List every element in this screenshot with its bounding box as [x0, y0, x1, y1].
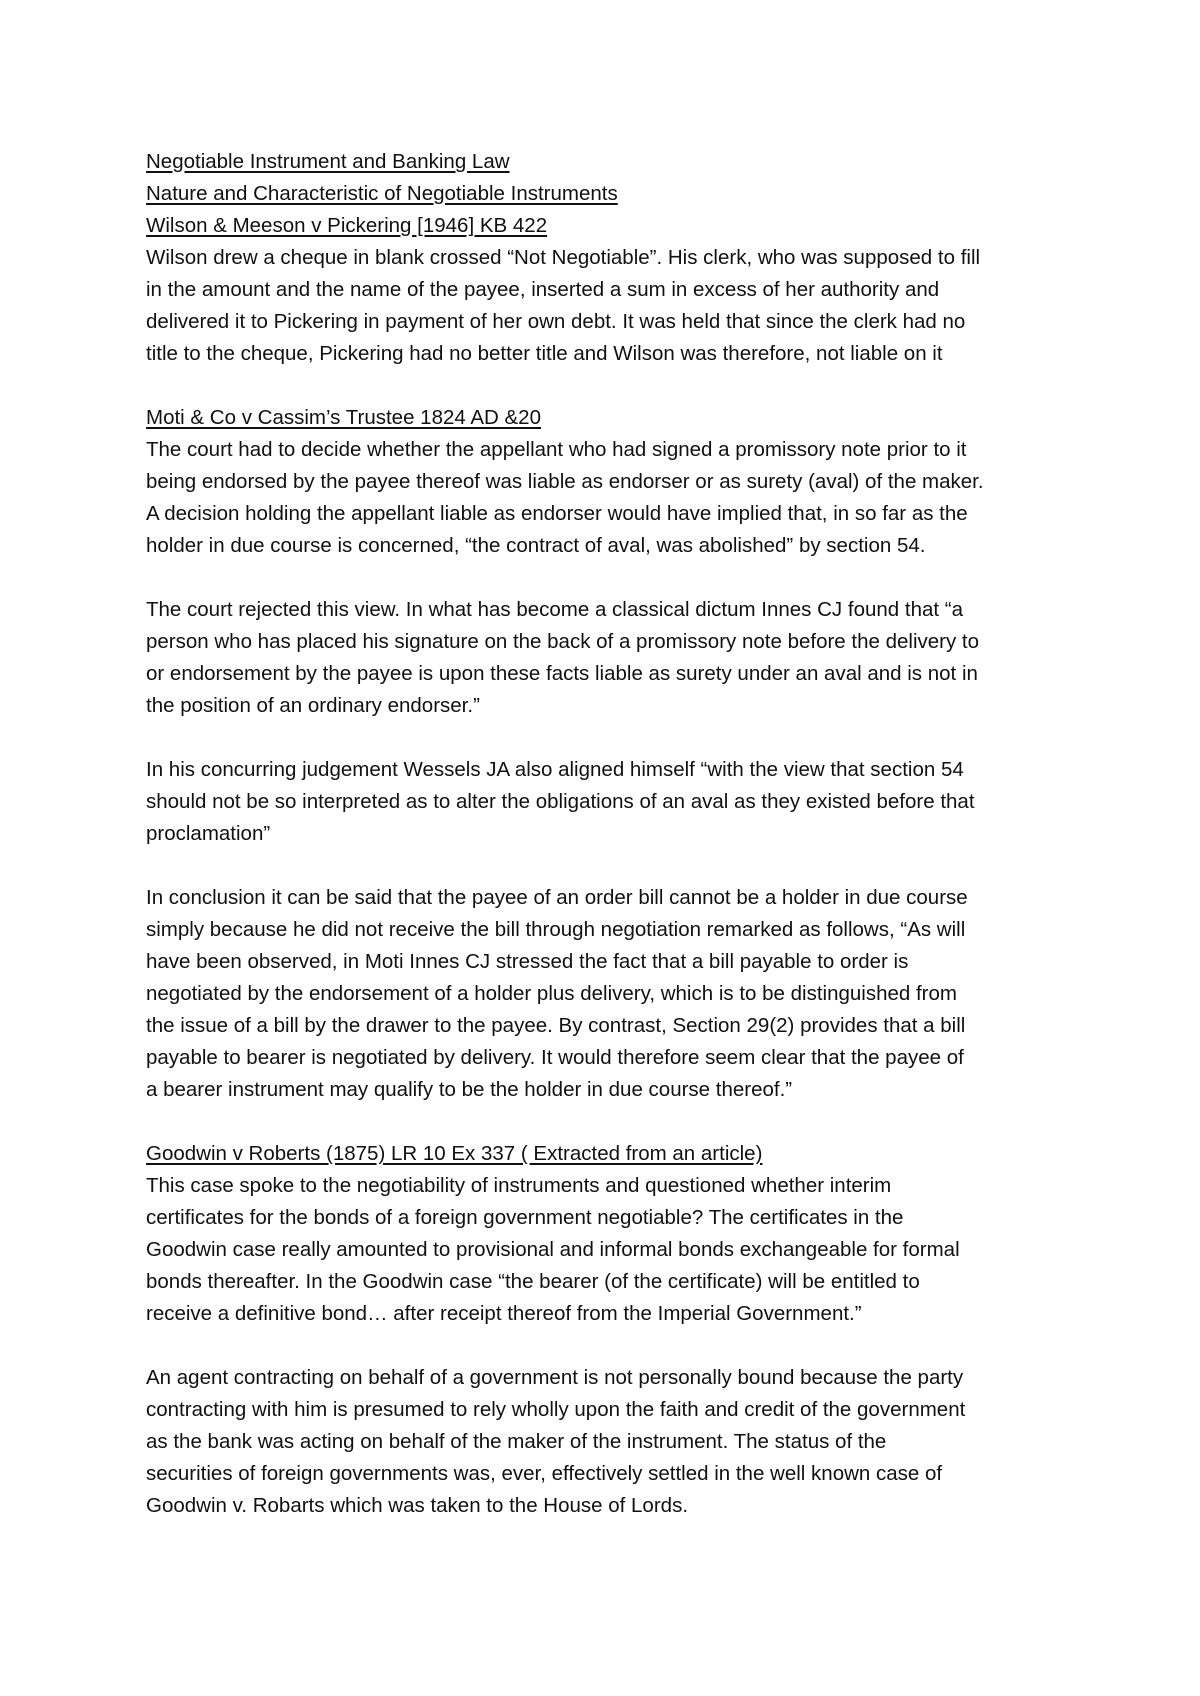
text-line: This case spoke to the negotiability of instruments and questioned whether interim	[146, 1174, 892, 1197]
document-title: Negotiable Instrument and Banking Law	[146, 150, 510, 173]
text-line: proclamation”	[146, 822, 271, 845]
text-line: Goodwin v. Robarts which was taken to the House of Lords.	[146, 1494, 689, 1517]
text-line: An agent contracting on behalf of a government is not personally bound because the party	[146, 1366, 964, 1389]
text-line: certificates for the bonds of a foreign government negotiable? The certificates in the	[146, 1206, 904, 1229]
text-line: Wilson drew a cheque in blank crossed “Not Negotiable”. His clerk, who was supposed to fill	[146, 246, 981, 269]
text-line: person who has placed his signature on the back of a promissory note before the delivery to	[146, 630, 980, 653]
case-heading-goodwin: Goodwin v Roberts (1875) LR 10 Ex 337 ( Extracted from an article)	[146, 1142, 763, 1165]
text-line: title to the cheque, Pickering had no better title and Wilson was therefore, not liable on it	[146, 342, 943, 365]
blank-line	[146, 722, 1086, 754]
text-line: The court had to decide whether the appellant who had signed a promissory note prior to it	[146, 438, 967, 461]
blank-line	[146, 370, 1086, 402]
text-line: the issue of a bill by the drawer to the payee. By contrast, Section 29(2) provides that a bill	[146, 1014, 966, 1037]
text-line: securities of foreign governments was, ever, effectively settled in the well known case of	[146, 1462, 943, 1485]
text-line: payable to bearer is negotiated by delivery. It would therefore seem clear that the payee of	[146, 1046, 964, 1069]
text-line: Goodwin case really amounted to provisional and informal bonds exchangeable for formal	[146, 1238, 960, 1261]
text-line: the position of an ordinary endorser.”	[146, 694, 480, 717]
text-line: negotiated by the endorsement of a holder plus delivery, which is to be distinguished from	[146, 982, 957, 1005]
text-line: have been observed, in Moti Innes CJ stressed the fact that a bill payable to order is	[146, 950, 909, 973]
text-line: In his concurring judgement Wessels JA also aligned himself “with the view that section 54	[146, 758, 964, 781]
blank-line	[146, 850, 1086, 882]
text-line: A decision holding the appellant liable as endorser would have implied that, in so far as the	[146, 502, 968, 525]
text-line: holder in due course is concerned, “the contract of aval, was abolished” by section 54.	[146, 534, 926, 557]
paragraph-goodwin-1	[146, 1170, 1086, 1330]
text-line: a bearer instrument may qualify to be the holder in due course thereof.”	[146, 1078, 793, 1101]
text-line: being endorsed by the payee thereof was liable as endorser or as surety (aval) of the maker.	[146, 470, 984, 493]
document-page	[146, 146, 1086, 1522]
text-line: simply because he did not receive the bill through negotiation remarked as follows, “As will	[146, 918, 966, 941]
case-heading-wilson: Wilson & Meeson v Pickering [1946] KB 422	[146, 214, 548, 237]
text-line: receive a definitive bond… after receipt thereof from the Imperial Government.”	[146, 1302, 862, 1325]
document-subtitle: Nature and Characteristic of Negotiable Instruments	[146, 182, 618, 205]
blank-line	[146, 562, 1086, 594]
paragraph-moti-1	[146, 434, 1086, 562]
case-heading-moti: Moti & Co v Cassim’s Trustee 1824 AD &20	[146, 406, 541, 429]
text-line: contracting with him is presumed to rely wholly upon the faith and credit of the government	[146, 1398, 966, 1421]
text-line: bonds thereafter. In the Goodwin case “the bearer (of the certificate) will be entitled to	[146, 1270, 920, 1293]
text-line: The court rejected this view. In what has become a classical dictum Innes CJ found that “a	[146, 598, 963, 621]
text-line: or endorsement by the payee is upon these facts liable as surety under an aval and is not in	[146, 662, 978, 685]
paragraph-goodwin-2	[146, 1362, 1086, 1522]
text-line: In conclusion it can be said that the payee of an order bill cannot be a holder in due course	[146, 886, 968, 909]
text-line: should not be so interpreted as to alter the obligations of an aval as they existed before that	[146, 790, 975, 813]
paragraph-moti-2	[146, 594, 1086, 722]
text-line: delivered it to Pickering in payment of her own debt. It was held that since the clerk had no	[146, 310, 966, 333]
paragraph-conclusion	[146, 882, 1086, 1106]
text-line: as the bank was acting on behalf of the maker of the instrument. The status of the	[146, 1430, 887, 1453]
blank-line	[146, 1330, 1086, 1362]
blank-line	[146, 1106, 1086, 1138]
paragraph-moti-3	[146, 754, 1086, 850]
paragraph-wilson	[146, 242, 1086, 370]
text-line: in the amount and the name of the payee, inserted a sum in excess of her authority and	[146, 278, 940, 301]
